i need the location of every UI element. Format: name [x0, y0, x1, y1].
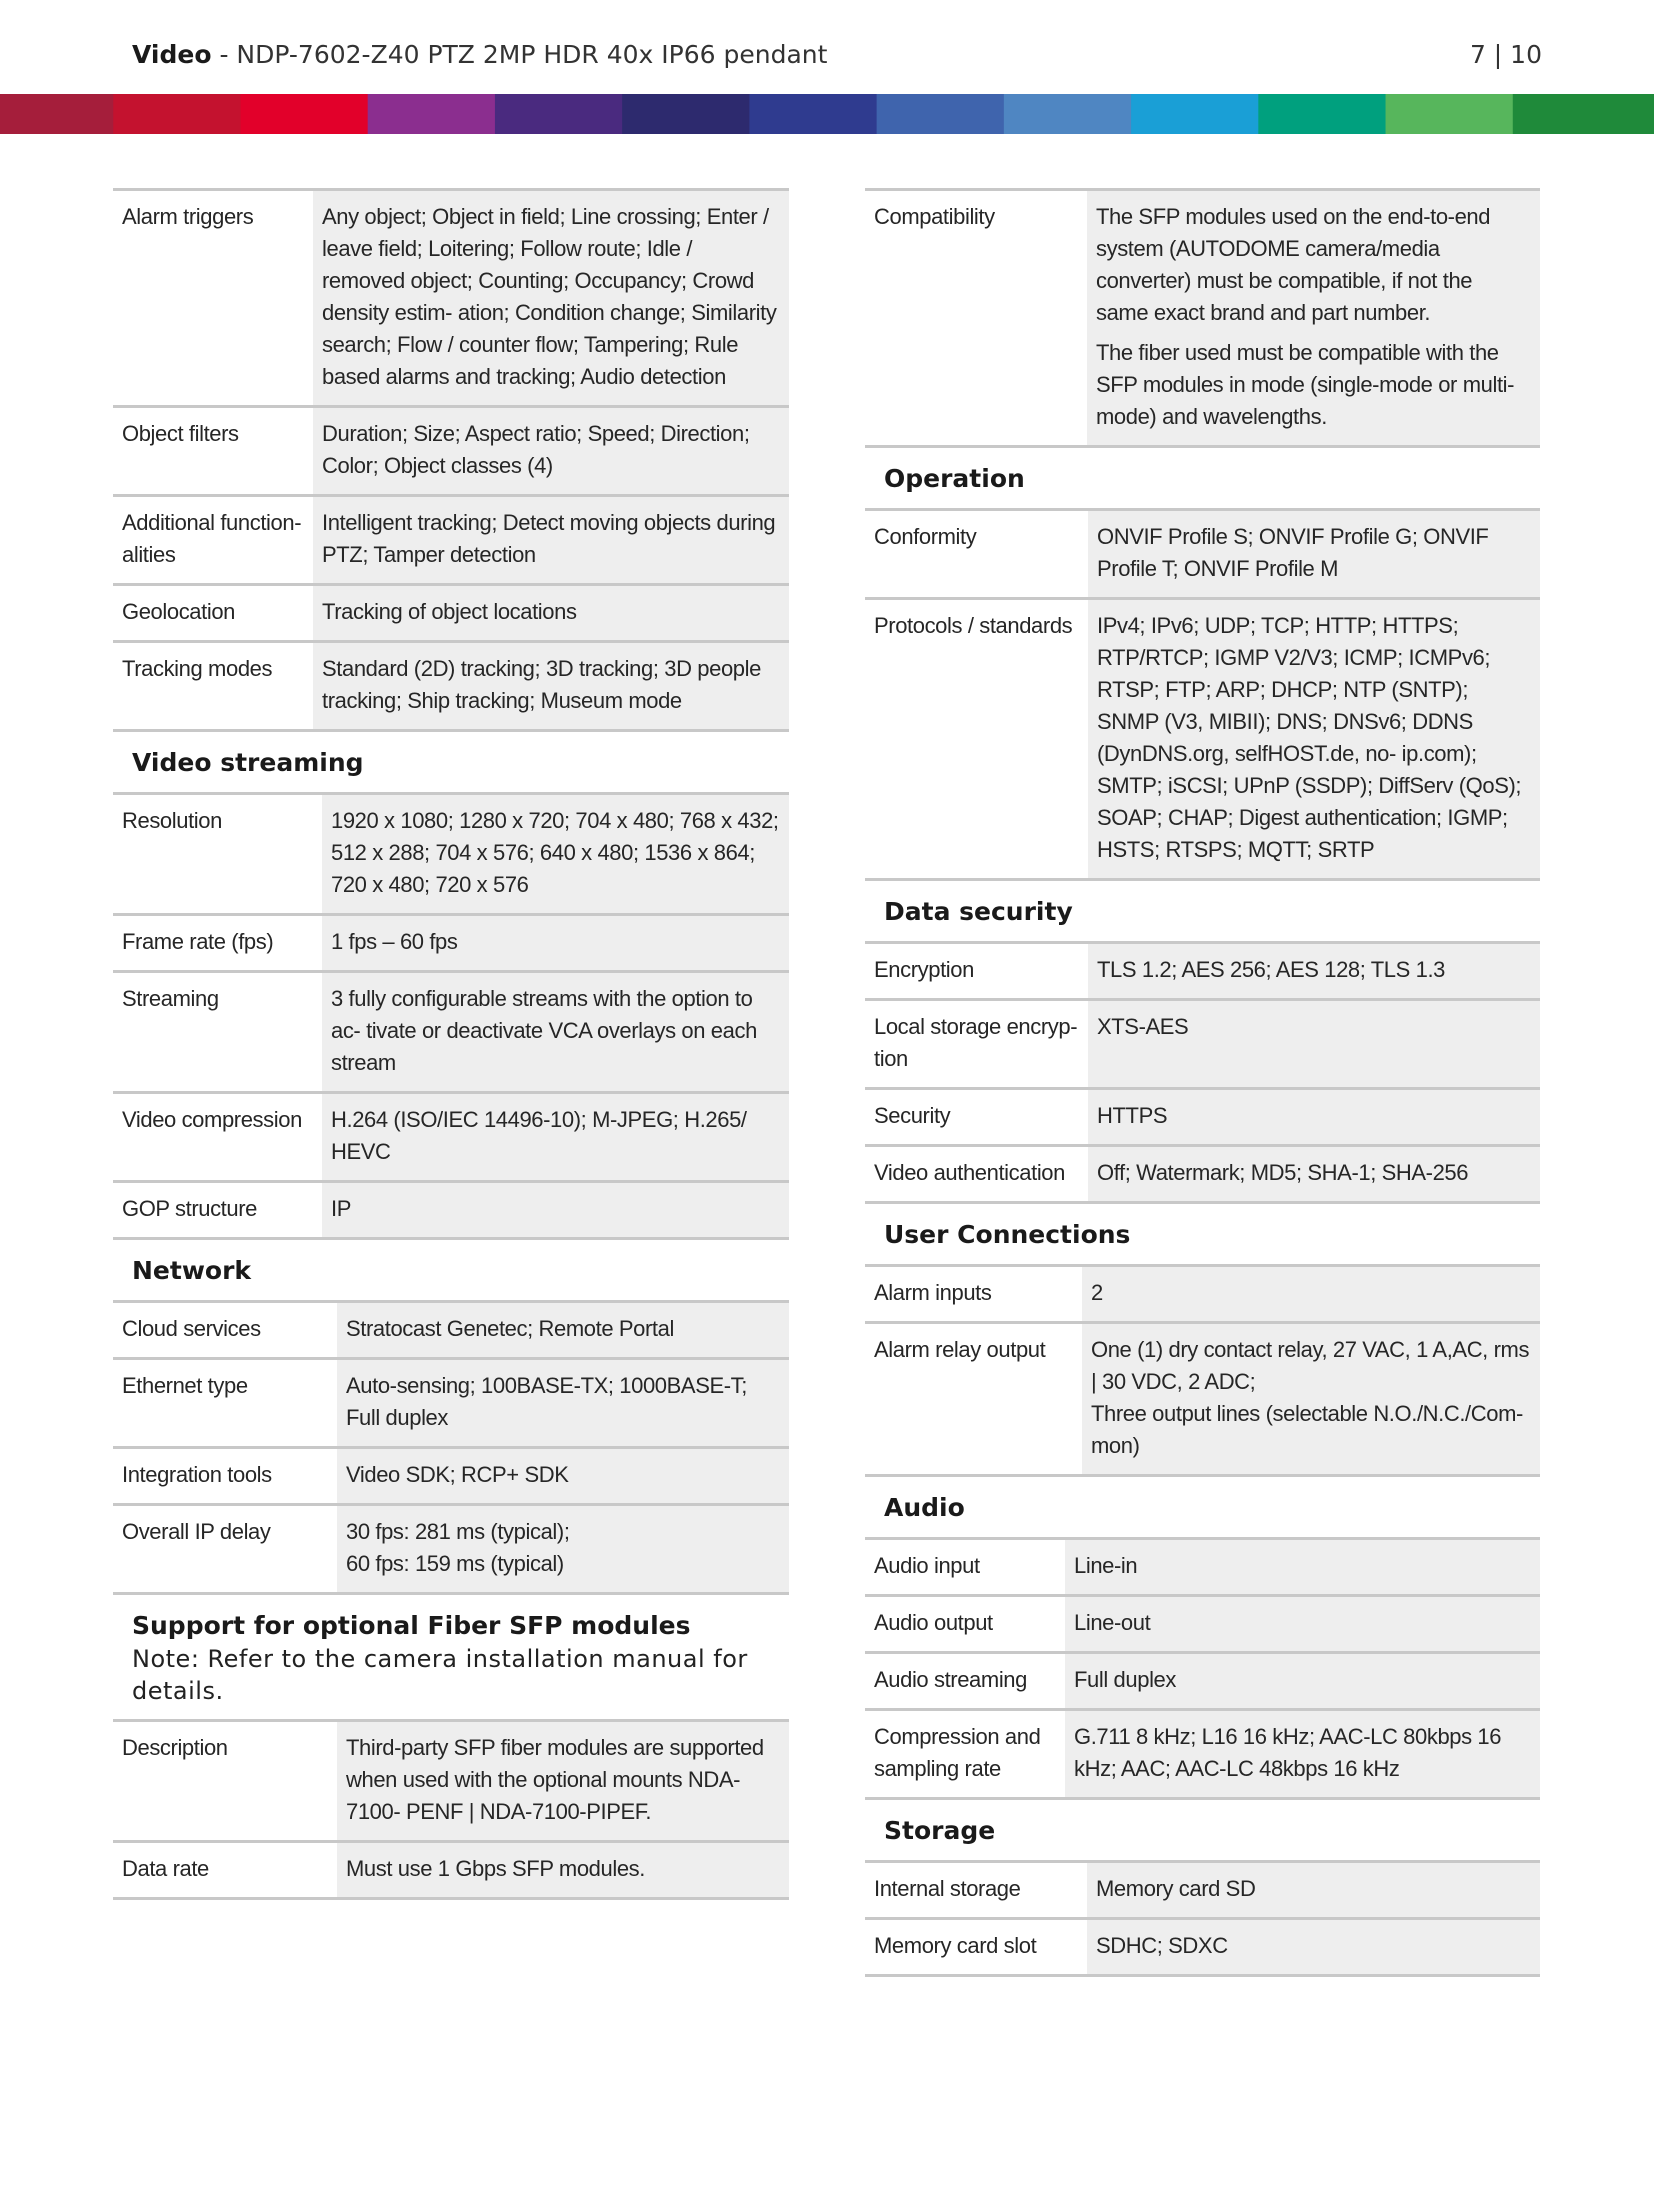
- table-row: [113, 1842, 789, 1899]
- spec-value-text: 2: [1091, 1280, 1103, 1305]
- table-row: [113, 1448, 789, 1505]
- spec-label: Description: [113, 1721, 337, 1842]
- page-header: [132, 34, 1542, 74]
- spec-value: [1088, 1089, 1540, 1146]
- right-column: [865, 188, 1540, 1977]
- table-fiber-sfp: [113, 1719, 789, 1900]
- spec-value-text: Duration; Size; Aspect ratio; Speed; Direction; Color; Object classes (4): [322, 421, 750, 478]
- spec-value: [1065, 1539, 1540, 1596]
- spec-label: Protocols / standards: [865, 599, 1088, 880]
- section-heading-network: Network: [132, 1256, 252, 1285]
- spec-value-text: Full duplex: [1074, 1667, 1176, 1692]
- spec-label: Alarm inputs: [865, 1266, 1082, 1323]
- spec-label: GOP structure: [113, 1182, 322, 1239]
- spec-value-text: 30 fps: 281 ms (typical); 60 fps: 159 ms (typical): [346, 1519, 570, 1576]
- table-row: [113, 585, 789, 642]
- spec-value-text: The fiber used must be compatible with the SFP modules in mode (single-mode or multi-mode) and wavelengths.: [1096, 340, 1515, 429]
- spec-value: [1088, 943, 1540, 1000]
- table-row: [865, 1862, 1540, 1919]
- section-heading-audio: Audio: [884, 1493, 965, 1522]
- page-number: 7 | 10: [1469, 39, 1542, 69]
- spec-label: Security: [865, 1089, 1088, 1146]
- table-row: [865, 1146, 1540, 1203]
- fiber-sfp-note: Note: Refer to the camera installation manual for details.: [132, 1645, 748, 1705]
- table-row: [113, 190, 789, 407]
- spec-value-text: XTS-AES: [1097, 1014, 1189, 1039]
- spec-value: [322, 794, 789, 915]
- spec-label: Encryption: [865, 943, 1088, 1000]
- spec-value-text: Standard (2D) tracking; 3D tracking; 3D people tracking; Ship tracking; Museum mode: [322, 656, 761, 713]
- table-row: [113, 496, 789, 585]
- spec-value-text: IP: [331, 1196, 351, 1221]
- table-row: [113, 915, 789, 972]
- left-column: [113, 188, 789, 1900]
- fiber-sfp-heading: Support for optional Fiber SFP modules: [132, 1611, 691, 1640]
- spec-label: Audio input: [865, 1539, 1065, 1596]
- spec-value: [1065, 1596, 1540, 1653]
- spec-value-text: H.264 (ISO/IEC 14496-10); M-JPEG; H.265/ HEVC: [331, 1107, 747, 1164]
- spec-value-text: Auto-sensing; 100BASE-TX; 1000BASE-T; Full duplex: [346, 1373, 747, 1430]
- spec-label: Cloud services: [113, 1302, 337, 1359]
- spec-value-text: Any object; Object in field; Line crossing; Enter / leave field; Loitering; Follow route; Idle / removed object; Counting; Occupancy; Crowd density estim- ation; Condition change; Similarity search; Flow / counter flow; Tampering; Rule based alarms and tracking; Audio detection: [322, 204, 777, 389]
- table-row: [113, 1182, 789, 1239]
- table-row: [113, 407, 789, 496]
- spec-value: [1088, 1000, 1540, 1089]
- table-user-connections: [865, 1264, 1540, 1477]
- spec-value: [1088, 599, 1540, 880]
- table-row: [113, 642, 789, 731]
- table-row: [865, 1596, 1540, 1653]
- spec-value: [1087, 1862, 1540, 1919]
- table-row: [865, 1089, 1540, 1146]
- spec-value-text: Video SDK; RCP+ SDK: [346, 1462, 569, 1487]
- spec-value-text: One (1) dry contact relay, 27 VAC, 1 A,AC, rms | 30 VDC, 2 ADC; Three output lines (selectable N.O./N.C./Com- mon): [1091, 1337, 1530, 1458]
- spec-label: Audio output: [865, 1596, 1065, 1653]
- spec-value: [337, 1448, 789, 1505]
- section-heading-operation: Operation: [884, 464, 1025, 493]
- spec-value: [313, 407, 789, 496]
- spec-value: [313, 642, 789, 731]
- table-audio: [865, 1537, 1540, 1800]
- spec-value: [1082, 1323, 1540, 1476]
- table-row: [113, 1359, 789, 1448]
- spec-value: [313, 585, 789, 642]
- spec-value: [337, 1359, 789, 1448]
- section-heading-data-security: Data security: [884, 897, 1073, 926]
- table-row: [113, 794, 789, 915]
- spec-value-text: Must use 1 Gbps SFP modules.: [346, 1856, 645, 1881]
- color-banner: [0, 94, 1654, 134]
- table-row: [865, 943, 1540, 1000]
- spec-value: [322, 1182, 789, 1239]
- spec-value: [1065, 1653, 1540, 1710]
- spec-value: [1065, 1710, 1540, 1799]
- section-heading-video-streaming: Video streaming: [132, 748, 364, 777]
- spec-value-text: Memory card SD: [1096, 1876, 1256, 1901]
- spec-label: Frame rate (fps): [113, 915, 322, 972]
- table-row: [113, 1505, 789, 1594]
- table-row: [865, 599, 1540, 880]
- spec-value: [337, 1842, 789, 1899]
- spec-value-text: Line-in: [1074, 1553, 1138, 1578]
- spec-label: Compression and sampling rate: [865, 1710, 1065, 1799]
- spec-value-text: TLS 1.2; AES 256; AES 128; TLS 1.3: [1097, 957, 1446, 982]
- document-title-category: Video: [132, 39, 212, 69]
- table-row: [113, 1302, 789, 1359]
- spec-value: [313, 496, 789, 585]
- spec-label: Object filters: [113, 407, 313, 496]
- table-row: [865, 1919, 1540, 1976]
- spec-label: Ethernet type: [113, 1359, 337, 1448]
- spec-value-text: Third-party SFP fiber modules are supported when used with the optional mounts NDA-7100- PENF | NDA-7100-PIPEF.: [346, 1735, 764, 1824]
- spec-value: [1088, 510, 1540, 599]
- spec-value-text: Off; Watermark; MD5; SHA-1; SHA-256: [1097, 1160, 1469, 1185]
- spec-value-text: ONVIF Profile S; ONVIF Profile G; ONVIF Profile T; ONVIF Profile M: [1097, 524, 1489, 581]
- section-heading-user-connections: User Connections: [884, 1220, 1131, 1249]
- spec-value-text: Intelligent tracking; Detect moving objects during PTZ; Tamper detection: [322, 510, 776, 567]
- spec-label: Local storage encryp- tion: [865, 1000, 1088, 1089]
- section-heading-fiber-sfp: [113, 1595, 789, 1719]
- spec-value: [1082, 1266, 1540, 1323]
- spec-value-text: HTTPS: [1097, 1103, 1168, 1128]
- spec-value-text: G.711 8 kHz; L16 16 kHz; AAC-LC 80kbps 16 kHz; AAC; AAC-LC 48kbps 16 kHz: [1074, 1724, 1502, 1781]
- spec-value: [1088, 1146, 1540, 1203]
- spec-value-text: The SFP modules used on the end-to-end system (AUTODOME camera/media converter) must be compatible, if not the same exact brand and part number.: [1096, 204, 1491, 325]
- table-row: [865, 1710, 1540, 1799]
- spec-label: Compatibility: [865, 190, 1087, 447]
- spec-value: [337, 1302, 789, 1359]
- spec-label: Video authentication: [865, 1146, 1088, 1203]
- spec-value: [322, 972, 789, 1093]
- spec-label: Video compression: [113, 1093, 322, 1182]
- table-row: [865, 1000, 1540, 1089]
- banner-segment: [1513, 94, 1654, 134]
- spec-value-text: 1 fps – 60 fps: [331, 929, 458, 954]
- table-alarm: [113, 188, 789, 732]
- document-title-product: - NDP-7602-Z40 PTZ 2MP HDR 40x IP66 pendant: [211, 39, 828, 69]
- table-row: [865, 1266, 1540, 1323]
- table-row: [113, 1721, 789, 1842]
- table-video-streaming: [113, 792, 789, 1240]
- spec-value-text: 1920 x 1080; 1280 x 720; 704 x 480; 768 x 432; 512 x 288; 704 x 576; 640 x 480; 1536 x 864; 720 x 480; 720 x 576: [331, 808, 779, 897]
- table-row: [113, 972, 789, 1093]
- spec-value: [1087, 190, 1540, 447]
- spec-value: [322, 915, 789, 972]
- spec-label: Conformity: [865, 510, 1088, 599]
- spec-value: [337, 1721, 789, 1842]
- spec-value-text: IPv4; IPv6; UDP; TCP; HTTP; HTTPS; RTP/RTCP; IGMP V2/V3; ICMP; ICMPv6; RTSP; FTP; ARP; DHCP; NTP (SNTP); SNMP (V3, MIBII); DNS; DNSv6; DDNS (DynDNS.org, selfHOST.de, no- ip.com); SMTP; iSCSI; UPnP (SSDP); DiffServ (QoS); SOAP; CHAP; Digest authentication; IGMP; HSTS; RTSPS; MQTT; SRTP: [1097, 613, 1522, 862]
- table-operation: [865, 508, 1540, 881]
- table-storage: [865, 1860, 1540, 1977]
- spec-label: Memory card slot: [865, 1919, 1087, 1976]
- spec-label: Integration tools: [113, 1448, 337, 1505]
- spec-value-text: 3 fully configurable streams with the option to ac- tivate or deactivate VCA overlays on each stream: [331, 986, 757, 1075]
- table-row: [865, 1653, 1540, 1710]
- table-row: [865, 1539, 1540, 1596]
- spec-label: Audio streaming: [865, 1653, 1065, 1710]
- spec-label: Overall IP delay: [113, 1505, 337, 1594]
- spec-value: [313, 190, 789, 407]
- spec-label: Additional function- alities: [113, 496, 313, 585]
- document-title: [132, 40, 827, 69]
- table-row: [865, 510, 1540, 599]
- table-row: [865, 1323, 1540, 1476]
- table-network: [113, 1300, 789, 1595]
- table-data-security: [865, 941, 1540, 1204]
- spec-value-text: SDHC; SDXC: [1096, 1933, 1228, 1958]
- table-row: [865, 190, 1540, 447]
- table-compatibility: [865, 188, 1540, 448]
- spec-value-text: Tracking of object locations: [322, 599, 577, 624]
- spec-label: Geolocation: [113, 585, 313, 642]
- spec-label: Alarm relay output: [865, 1323, 1082, 1476]
- spec-value-text: Line-out: [1074, 1610, 1151, 1635]
- section-heading-storage: Storage: [884, 1816, 996, 1845]
- spec-value: [322, 1093, 789, 1182]
- spec-label: Resolution: [113, 794, 322, 915]
- spec-label: Streaming: [113, 972, 322, 1093]
- spec-label: Tracking modes: [113, 642, 313, 731]
- spec-label: Alarm triggers: [113, 190, 313, 407]
- spec-value: [337, 1505, 789, 1594]
- table-row: [113, 1093, 789, 1182]
- spec-value-text: Stratocast Genetec; Remote Portal: [346, 1316, 674, 1341]
- spec-value: [1087, 1919, 1540, 1976]
- spec-label: Internal storage: [865, 1862, 1087, 1919]
- spec-label: Data rate: [113, 1842, 337, 1899]
